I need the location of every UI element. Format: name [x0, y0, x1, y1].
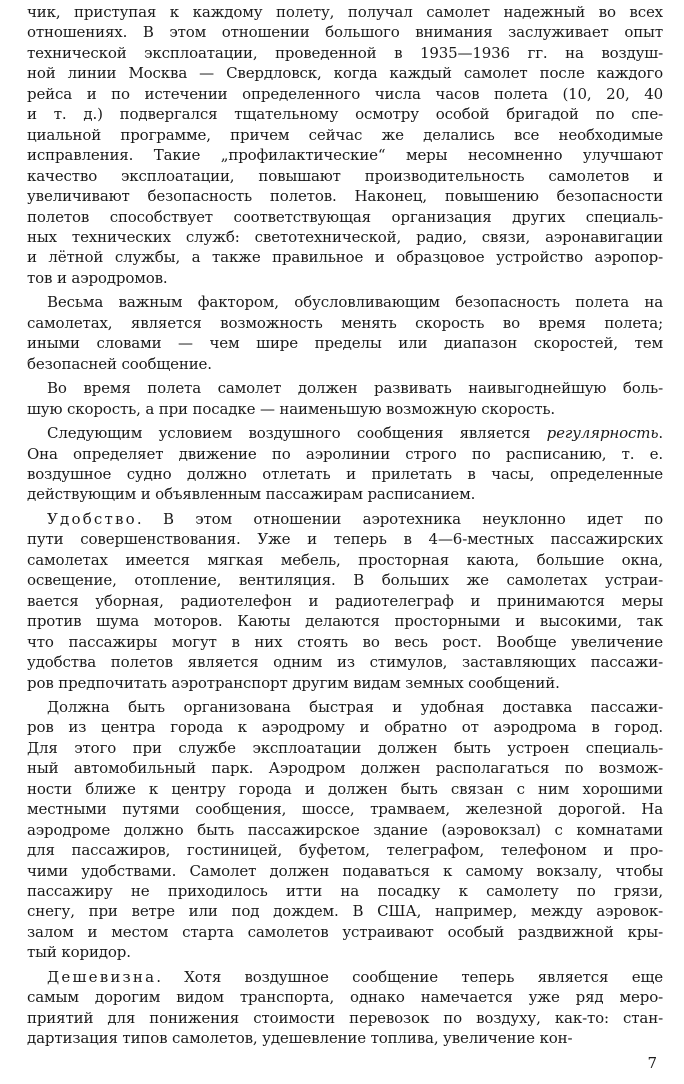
- text-line: самолетах имеется мягкая мебель, просторная каюта, большие окна,: [27, 550, 663, 569]
- text-line: безопасней сообщение.: [27, 354, 212, 373]
- text-line: шую скорость, а при посадке — наименьшую возможную скорость.: [27, 399, 556, 418]
- text-line: отношениях. В этом отношении большого внимания заслуживает опыт: [27, 23, 663, 42]
- paragraph: [27, 509, 663, 693]
- text-line: циальной программе, причем сейчас же делались все необходимые: [27, 125, 663, 144]
- text-line: вается уборная, радиотелефон и радиотелеграф и принимаются меры: [27, 591, 663, 610]
- text-line: технической эксплоатации, проведенной в 1935—1936 гг. на воздуш-: [27, 43, 663, 62]
- text-line: исправления. Такие „профилактические“ меры несомненно улучшают: [27, 146, 663, 165]
- paragraph: [27, 292, 663, 374]
- text-line: качество эксплоатации, повышают производительность самолетов и: [27, 166, 663, 185]
- text-line: чими удобствами. Самолет должен подаваться к самому вокзалу, чтобы: [27, 861, 663, 880]
- text-line: Должна быть организована быстрая и удобная доставка пассажи-: [47, 697, 663, 716]
- text-line: Весьма важным фактором, обусловливающим безопасность полета на: [47, 293, 663, 312]
- text-line: снегу, при ветре или под дождем. В США, например, между аэровок-: [27, 902, 663, 921]
- text-line: освещение, отопление, вентиляция. В больших же самолетах устраи-: [27, 571, 663, 590]
- paragraph: [27, 967, 663, 1049]
- text-line: для пассажиров, гостиницей, буфетом, телеграфом, телефоном и про-: [27, 841, 663, 860]
- text-line: ных технических служб: светотехнической, радио, связи, аэронавигации: [27, 227, 663, 246]
- section-keyword: Удобство: [47, 509, 137, 528]
- text-column: [27, 2, 663, 1049]
- text-line: ности ближе к центру города и должен быть связан с ним хорошими: [27, 779, 663, 798]
- text-line: ров из центра города к аэродрому и обратно от аэродрома в город.: [27, 718, 663, 737]
- text-line: чик, приступая к каждому полету, получал самолет надежный во всех: [27, 3, 663, 21]
- text-line: приятий для понижения стоимости перевозок по воздуху, как-то: стан-: [27, 1008, 663, 1027]
- text-line: пассажиру не приходилось итти на посадку к самолету по грязи,: [27, 882, 663, 901]
- text-line: Удобство. В этом отношении аэротехника неуклонно идет по: [47, 509, 663, 528]
- text-line: и т. д.) подвергался тщательному осмотру особой бригадой по спе-: [27, 105, 663, 124]
- text-line: ной линии Москва — Свердловск, когда каждый самолет после каждого: [27, 64, 663, 83]
- paragraph: [27, 378, 663, 419]
- text-line: ный автомобильный парк. Аэродром должен располагаться по возмож-: [27, 759, 663, 778]
- text-line: против шума моторов. Каюты делаются просторными и высокими, так: [27, 612, 663, 631]
- section-keyword: Дешевизна: [47, 967, 157, 986]
- text-line: дартизация типов самолетов, удешевление топлива, увеличение кон-: [27, 1029, 573, 1048]
- text-line: полетов способствует соответствующая организация других специаль-: [27, 207, 663, 226]
- text-line: местными путями сообщения, шоссе, трамваем, железной дорогой. На: [27, 800, 663, 819]
- text-line: иными словами — чем шире пределы или диапазон скоростей, тем: [27, 334, 663, 353]
- text-line: Она определяет движение по аэролинии строго по расписанию, т. е.: [27, 444, 663, 463]
- text-line: Следующим условием воздушного сообщения является регулярность.: [47, 424, 663, 443]
- text-line: увеличивают безопасность полетов. Наконец, повышению безопасности: [27, 187, 663, 206]
- text-line: тов и аэродромов.: [27, 268, 168, 287]
- page-number: 7: [647, 1054, 657, 1072]
- text-line: рейса и по истечении определенного числа часов полета (10, 20, 40: [27, 84, 663, 103]
- text-line: воздушное судно должно отлетать и прилетать в часы, определенные: [27, 464, 663, 483]
- text-line: Дешевизна. Хотя воздушное сообщение теперь является еще: [47, 967, 663, 986]
- text-line: аэродроме должно быть пассажирское здание (аэровокзал) с комнатами: [27, 820, 663, 839]
- text-line: залом и местом старта самолетов устраивают особый раздвижной кры-: [27, 922, 663, 941]
- text-line: самолетах, является возможность менять скорость во время полета;: [27, 313, 663, 332]
- paragraph: [27, 2, 663, 288]
- text-line: что пассажиры могут в них стоять во весь рост. Вообще увеличение: [27, 632, 663, 651]
- paragraph: [27, 423, 663, 505]
- text-line: Во время полета самолет должен развивать наивыгоднейшую боль-: [47, 379, 663, 398]
- text-line: ров предпочитать аэротранспорт другим видам земных сообщений.: [27, 673, 560, 692]
- emphasis-word: регулярность: [546, 424, 659, 443]
- text-line: Для этого при службе эксплоатации должен быть устроен специаль-: [27, 738, 663, 757]
- paragraph: [27, 697, 663, 963]
- text-line: и лётной службы, а также правильное и образцовое устройство аэропор-: [27, 248, 663, 267]
- text-line: пути совершенствования. Уже и теперь в 4—6-местных пассажирских: [27, 530, 663, 549]
- text-line: тый коридор.: [27, 943, 131, 962]
- text-line: удобства полетов является одним из стимулов, заставляющих пассажи-: [27, 653, 663, 672]
- text-line: самым дорогим видом транспорта, однако намечается уже ряд меро-: [27, 988, 663, 1007]
- text-line: действующим и объявленным пассажирам расписанием.: [27, 485, 476, 504]
